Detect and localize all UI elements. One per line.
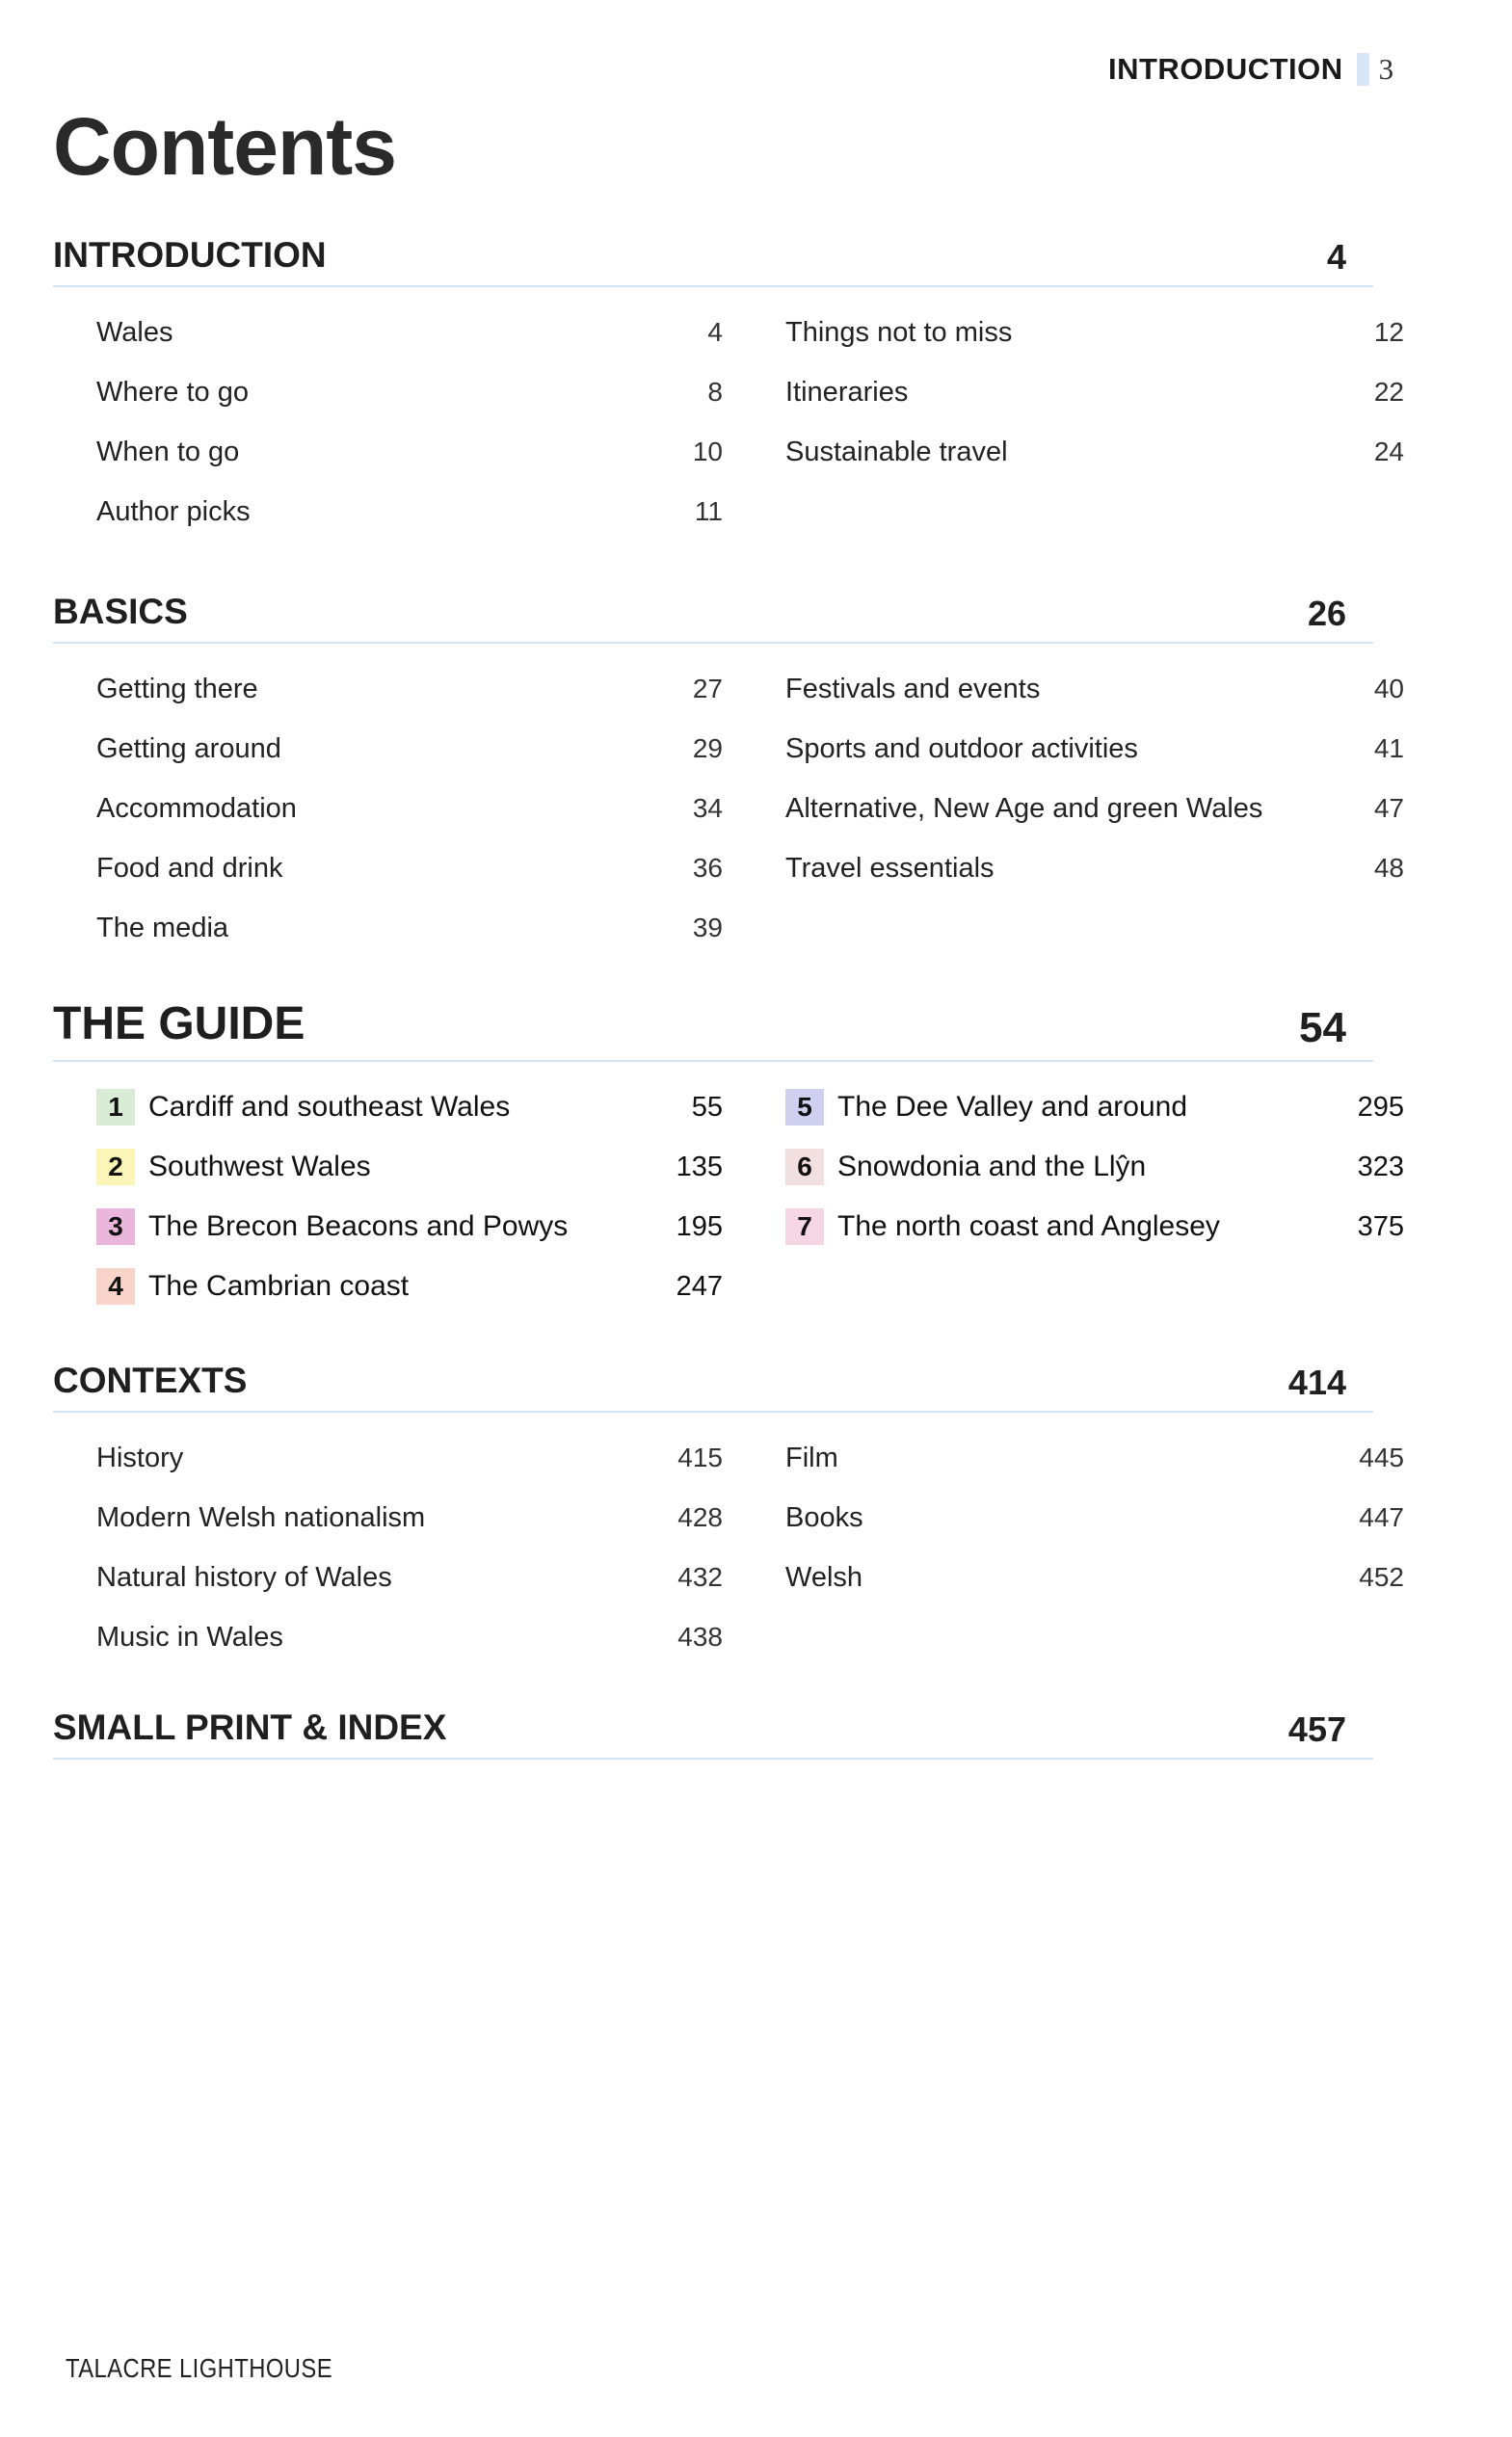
chapter-number-badge: 7 bbox=[785, 1208, 824, 1245]
right-column bbox=[785, 303, 1404, 482]
section-header[interactable] bbox=[53, 231, 1373, 287]
entry-page: 195 bbox=[676, 1210, 723, 1242]
entry-page: 452 bbox=[1359, 1562, 1404, 1592]
entry-page: 40 bbox=[1373, 674, 1404, 703]
right-column bbox=[785, 1077, 1404, 1257]
chapter-number-badge: 6 bbox=[785, 1149, 824, 1185]
entry-page: 47 bbox=[1373, 793, 1404, 823]
toc-entry[interactable] bbox=[785, 1488, 1404, 1548]
toc-entry[interactable] bbox=[96, 1548, 723, 1607]
page-number: 3 bbox=[1378, 52, 1394, 86]
chapter-number-badge: 3 bbox=[96, 1208, 135, 1245]
section-title: INTRODUCTION bbox=[53, 235, 327, 275]
entry-page: 428 bbox=[677, 1502, 723, 1532]
entry-label: Food and drink bbox=[96, 852, 283, 884]
entry-page: 415 bbox=[677, 1443, 723, 1472]
entry-label: Welsh bbox=[785, 1561, 863, 1593]
section-introduction bbox=[53, 231, 1404, 527]
guide-chapter-entry[interactable] bbox=[785, 1077, 1404, 1137]
section-header[interactable] bbox=[53, 1357, 1373, 1413]
toc-entry[interactable] bbox=[785, 422, 1404, 482]
guide-chapter-entry[interactable] bbox=[96, 1077, 723, 1137]
running-head-divider bbox=[1357, 53, 1369, 86]
chapter-number-badge: 2 bbox=[96, 1149, 135, 1185]
section-basics bbox=[53, 588, 1404, 943]
entry-page: 11 bbox=[694, 496, 723, 526]
guide-chapter-entry[interactable] bbox=[785, 1137, 1404, 1197]
entry-label: Snowdonia and the Llŷn bbox=[837, 1151, 1147, 1182]
right-column bbox=[785, 659, 1404, 898]
toc-entry[interactable] bbox=[785, 779, 1404, 838]
entry-label: Getting there bbox=[96, 673, 258, 704]
entry-page: 27 bbox=[692, 674, 723, 703]
toc-entry[interactable] bbox=[96, 1607, 723, 1667]
entry-label: Things not to miss bbox=[785, 316, 1013, 348]
entry-page: 10 bbox=[692, 437, 723, 466]
entry-page: 41 bbox=[1373, 733, 1404, 763]
toc-entry[interactable] bbox=[785, 1548, 1404, 1607]
entry-label: Accommodation bbox=[96, 792, 297, 824]
entry-label: When to go bbox=[96, 436, 240, 467]
toc-entry[interactable] bbox=[785, 719, 1404, 779]
entry-page: 247 bbox=[676, 1270, 723, 1302]
toc-entry[interactable] bbox=[785, 659, 1404, 719]
chapter-number-badge: 4 bbox=[96, 1268, 135, 1305]
entry-page: 445 bbox=[1359, 1443, 1404, 1472]
entry-label: Travel essentials bbox=[785, 852, 995, 884]
entry-label: The Cambrian coast bbox=[148, 1270, 410, 1302]
section-small-print-index bbox=[53, 1704, 1373, 1760]
guide-chapter-entry[interactable] bbox=[785, 1197, 1404, 1257]
photo-caption: TALACRE LIGHTHOUSE bbox=[66, 2353, 332, 2383]
entry-label: Sports and outdoor activities bbox=[785, 732, 1138, 764]
chapter-number-badge: 5 bbox=[785, 1089, 824, 1126]
entry-label: Sustainable travel bbox=[785, 436, 1008, 467]
section-page-number: 26 bbox=[1307, 594, 1346, 633]
entry-label: The Dee Valley and around bbox=[837, 1091, 1188, 1123]
toc-entry[interactable] bbox=[96, 659, 723, 719]
entry-label: Wales bbox=[96, 316, 173, 348]
section-header[interactable] bbox=[53, 588, 1373, 644]
entry-label: Film bbox=[785, 1442, 838, 1473]
section-page-number: 414 bbox=[1287, 1363, 1346, 1402]
entry-page: 447 bbox=[1359, 1502, 1404, 1532]
section-header[interactable] bbox=[53, 998, 1373, 1062]
entry-page: 55 bbox=[691, 1091, 723, 1123]
page-title: Contents bbox=[53, 101, 396, 192]
section-title: THE GUIDE bbox=[53, 998, 305, 1049]
entry-page: 8 bbox=[707, 377, 723, 407]
entry-label: The north coast and Anglesey bbox=[837, 1210, 1220, 1242]
section-title: SMALL PRINT & INDEX bbox=[53, 1708, 447, 1747]
left-column bbox=[96, 1077, 723, 1316]
chapter-number-badge: 1 bbox=[96, 1089, 135, 1126]
entry-label: The Brecon Beacons and Powys bbox=[148, 1210, 569, 1242]
entry-page: 432 bbox=[677, 1562, 723, 1592]
entry-label: Southwest Wales bbox=[148, 1151, 371, 1182]
guide-chapter-entry[interactable] bbox=[96, 1137, 723, 1197]
toc-entry[interactable] bbox=[96, 1488, 723, 1548]
section-title: CONTEXTS bbox=[53, 1361, 248, 1400]
toc-entry[interactable] bbox=[96, 422, 723, 482]
section-page-number: 4 bbox=[1326, 237, 1346, 277]
toc-entry[interactable] bbox=[96, 838, 723, 898]
right-column bbox=[785, 1428, 1404, 1607]
entry-page: 29 bbox=[692, 733, 723, 763]
section-header[interactable] bbox=[53, 1704, 1373, 1760]
entry-label: Alternative, New Age and green Wales bbox=[785, 792, 1263, 824]
entry-page: 48 bbox=[1373, 853, 1404, 883]
toc-entry[interactable] bbox=[785, 362, 1404, 422]
toc-entry[interactable] bbox=[785, 838, 1404, 898]
section-title: BASICS bbox=[53, 592, 188, 631]
entry-label: Modern Welsh nationalism bbox=[96, 1501, 426, 1533]
left-column bbox=[96, 303, 723, 542]
entry-label: Music in Wales bbox=[96, 1621, 283, 1653]
entry-label: Getting around bbox=[96, 732, 281, 764]
toc-entry[interactable] bbox=[96, 482, 723, 542]
toc-entry[interactable] bbox=[96, 362, 723, 422]
entry-page: 323 bbox=[1357, 1151, 1404, 1182]
section-page-number: 54 bbox=[1299, 1004, 1346, 1051]
running-head bbox=[1108, 50, 1393, 89]
guide-chapter-entry[interactable] bbox=[96, 1257, 723, 1316]
section-page-number: 457 bbox=[1287, 1709, 1346, 1749]
guide-chapter-entry[interactable] bbox=[96, 1197, 723, 1257]
entry-page: 34 bbox=[692, 793, 723, 823]
entry-label: History bbox=[96, 1442, 184, 1473]
entry-page: 22 bbox=[1373, 377, 1404, 407]
left-column bbox=[96, 659, 723, 958]
entry-page: 295 bbox=[1357, 1091, 1404, 1123]
toc-entry[interactable] bbox=[96, 303, 723, 362]
entry-label: The media bbox=[96, 912, 229, 943]
entry-label: Itineraries bbox=[785, 376, 909, 408]
toc-entry[interactable] bbox=[96, 898, 723, 958]
toc-entry[interactable] bbox=[96, 1428, 723, 1488]
section-contexts bbox=[53, 1357, 1404, 1653]
entry-page: 12 bbox=[1373, 317, 1404, 347]
toc-entry[interactable] bbox=[785, 303, 1404, 362]
entry-page: 4 bbox=[707, 317, 723, 347]
entry-page: 135 bbox=[676, 1151, 723, 1182]
toc-entry[interactable] bbox=[785, 1428, 1404, 1488]
entry-page: 36 bbox=[692, 853, 723, 883]
entry-page: 375 bbox=[1357, 1210, 1404, 1242]
entry-page: 438 bbox=[677, 1622, 723, 1652]
entry-label: Cardiff and southeast Wales bbox=[148, 1091, 511, 1123]
toc-entry[interactable] bbox=[96, 719, 723, 779]
entry-label: Books bbox=[785, 1501, 863, 1533]
entry-label: Where to go bbox=[96, 376, 249, 408]
running-head-title: INTRODUCTION bbox=[1108, 52, 1343, 86]
section-the-guide bbox=[53, 998, 1404, 1302]
entry-page: 39 bbox=[692, 913, 723, 942]
entry-label: Author picks bbox=[96, 495, 251, 527]
toc-entry[interactable] bbox=[96, 779, 723, 838]
left-column bbox=[96, 1428, 723, 1667]
entry-page: 24 bbox=[1373, 437, 1404, 466]
entry-label: Festivals and events bbox=[785, 673, 1041, 704]
entry-label: Natural history of Wales bbox=[96, 1561, 392, 1593]
